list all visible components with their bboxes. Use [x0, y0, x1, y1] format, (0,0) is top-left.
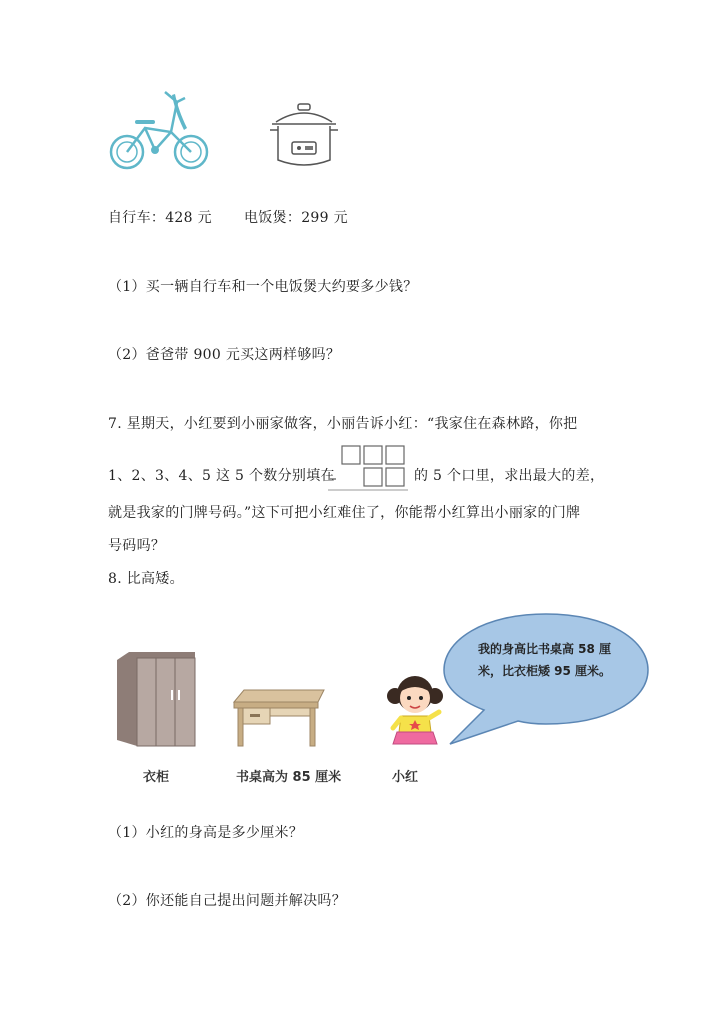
desk-caption: 书桌高为 85 厘米: [236, 770, 342, 785]
desk-illustration: [230, 688, 326, 748]
wardrobe-caption: 衣柜: [143, 770, 170, 785]
wardrobe-illustration: [115, 650, 197, 748]
problem7-line3: 就是我家的门牌号码。”这下可把小红难住了，你能帮小红算出小丽家的门牌: [108, 505, 581, 521]
problem8-title: 8. 比高矮。: [108, 571, 184, 587]
girl-illustration: [385, 668, 445, 752]
cooker-price-label: 电饭煲：299 元: [244, 210, 348, 226]
problem8-question-2: （2）你还能自己提出问题并解决吗？: [108, 893, 347, 909]
bike-price-label: 自行车：428 元: [108, 210, 212, 226]
problem7-line2-before: 1、2、3、4、5 这 5 个数分别填在: [108, 468, 335, 484]
rice-cooker-illustration: [268, 100, 340, 172]
speech-bubble-text: 我的身高比书桌高 58 厘米，比衣柜矮 95 厘米。: [478, 642, 612, 678]
shopping-question-1: （1）买一辆自行车和一个电饭煲大约要多少钱？: [108, 279, 418, 295]
problem7-line1: 7. 星期天，小红要到小丽家做客，小丽告诉小红：“我家住在森林路，你把: [108, 416, 578, 432]
problem8-question-1: （1）小红的身高是多少厘米？: [108, 825, 304, 841]
girl-caption: 小红: [392, 770, 419, 785]
bicycle-illustration: [105, 88, 215, 173]
problem7-line2-after: 的 5 个口里，求出最大的差，: [414, 468, 605, 484]
shopping-question-2: （2）爸爸带 900 元买这两样够吗？: [108, 347, 341, 363]
problem7-line4: 号码吗？: [108, 538, 166, 554]
subtraction-box-diagram: [326, 444, 410, 494]
